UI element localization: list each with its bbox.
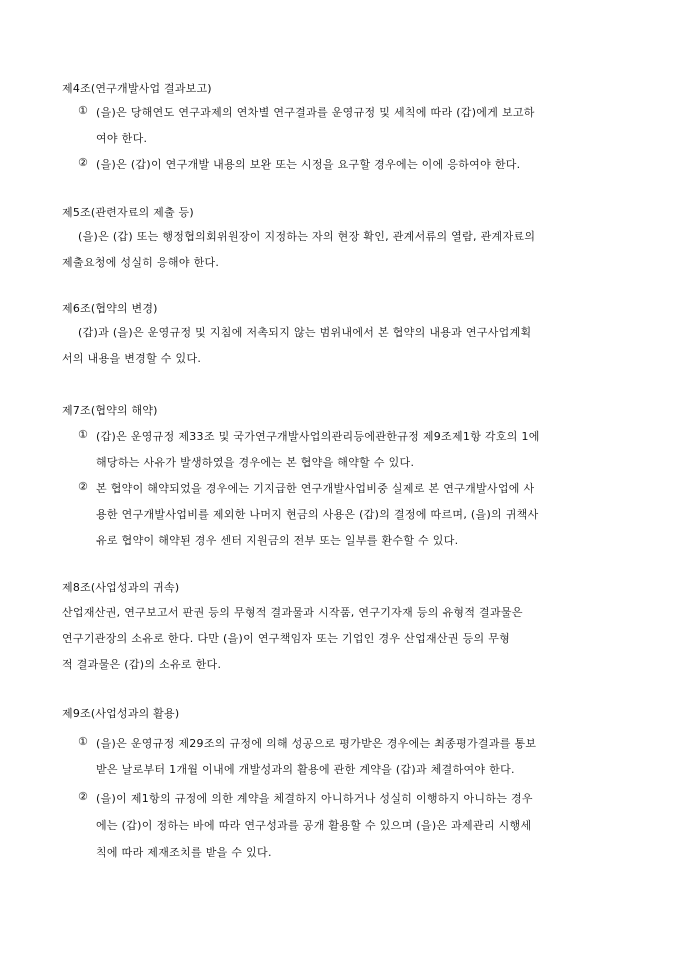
item-text-line: 칙에 따라 제재조치를 받을 수 있다.: [96, 846, 272, 859]
paragraph-line: 연구기관장의 소유로 한다. 다만 (을)이 연구책임자 또는 기업인 경우 산업재산권 등의 무형: [62, 632, 511, 645]
item-text-line: (을)은 운영규정 제29조의 규정에 의해 성공으로 평가받은 경우에는 최종평가결과를 통보: [96, 737, 537, 750]
item-number: ①: [78, 104, 88, 117]
paragraph-line: 적 결과물은 (갑)의 소유로 한다.: [62, 658, 222, 671]
paragraph-line: 산업재산권, 연구보고서 판권 등의 무형적 결과물과 시작품, 연구기자재 등의 유형적 결과물은: [62, 606, 523, 619]
article-heading: 제4조(연구개발사업 결과보고): [62, 82, 212, 95]
item-text-line: 여야 한다.: [96, 132, 148, 145]
item-text-line: 해당하는 사유가 발생하였을 경우에는 본 협약을 해약할 수 있다.: [96, 456, 415, 469]
paragraph-line: 제출요청에 성실히 응해야 한다.: [62, 256, 220, 269]
item-number: ②: [78, 480, 88, 493]
paragraph-line: (을)은 (갑) 또는 행정협의회위원장이 지정하는 자의 현장 확인, 관계서류의 열람, 관계자료의: [78, 230, 536, 243]
paragraph-line: (갑)과 (을)은 운영규정 및 지침에 저촉되지 않는 범위내에서 본 협약의 내용과 연구사업계획: [78, 326, 532, 339]
article-heading: 제7조(협약의 해약): [62, 404, 158, 417]
item-text-line: 받은 날로부터 1개월 이내에 개발성과의 활용에 관한 계약을 (갑)과 체결하여야 한다.: [96, 763, 515, 776]
item-text-line: (을)은 (갑)이 연구개발 내용의 보완 또는 시정을 요구할 경우에는 이에 응하여야 한다.: [96, 158, 521, 171]
item-text-line: (을)은 당해연도 연구과제의 연차별 연구결과를 운영규정 및 세칙에 따라 (갑)에게 보고하: [96, 106, 535, 119]
item-text-line: 에는 (갑)이 정하는 바에 따라 연구성과를 공개 활용할 수 있으며 (을)은 과제관리 시행세: [96, 819, 532, 832]
item-number: ②: [78, 156, 88, 169]
paragraph-line: 서의 내용을 변경할 수 있다.: [62, 352, 202, 365]
item-number: ①: [78, 735, 88, 748]
item-number: ①: [78, 428, 88, 441]
item-text-line: (갑)은 운영규정 제33조 및 국가연구개발사업의관리등에관한규정 제9조제1항 각호의 1에: [96, 430, 540, 443]
article-heading: 제8조(사업성과의 귀속): [62, 581, 180, 594]
item-text-line: 용한 연구개발사업비를 제외한 나머지 현금의 사용은 (갑)의 결정에 따르며, (을)의 귀책사: [96, 508, 539, 521]
item-number: ②: [78, 790, 88, 803]
item-text-line: 본 협약이 해약되었을 경우에는 기지급한 연구개발사업비중 실제로 본 연구개발사업에 사: [96, 482, 535, 495]
article-heading: 제9조(사업성과의 활용): [62, 707, 180, 720]
item-text-line: 유로 협약이 해약된 경우 센터 지원금의 전부 또는 일부를 환수할 수 있다.: [96, 534, 459, 547]
item-text-line: (을)이 제1항의 규정에 의한 계약을 체결하지 아니하거나 성실히 이행하지 아니하는 경우: [96, 792, 533, 805]
article-heading: 제6조(협약의 변경): [62, 302, 158, 315]
article-heading: 제5조(관련자료의 제출 등): [62, 206, 194, 219]
